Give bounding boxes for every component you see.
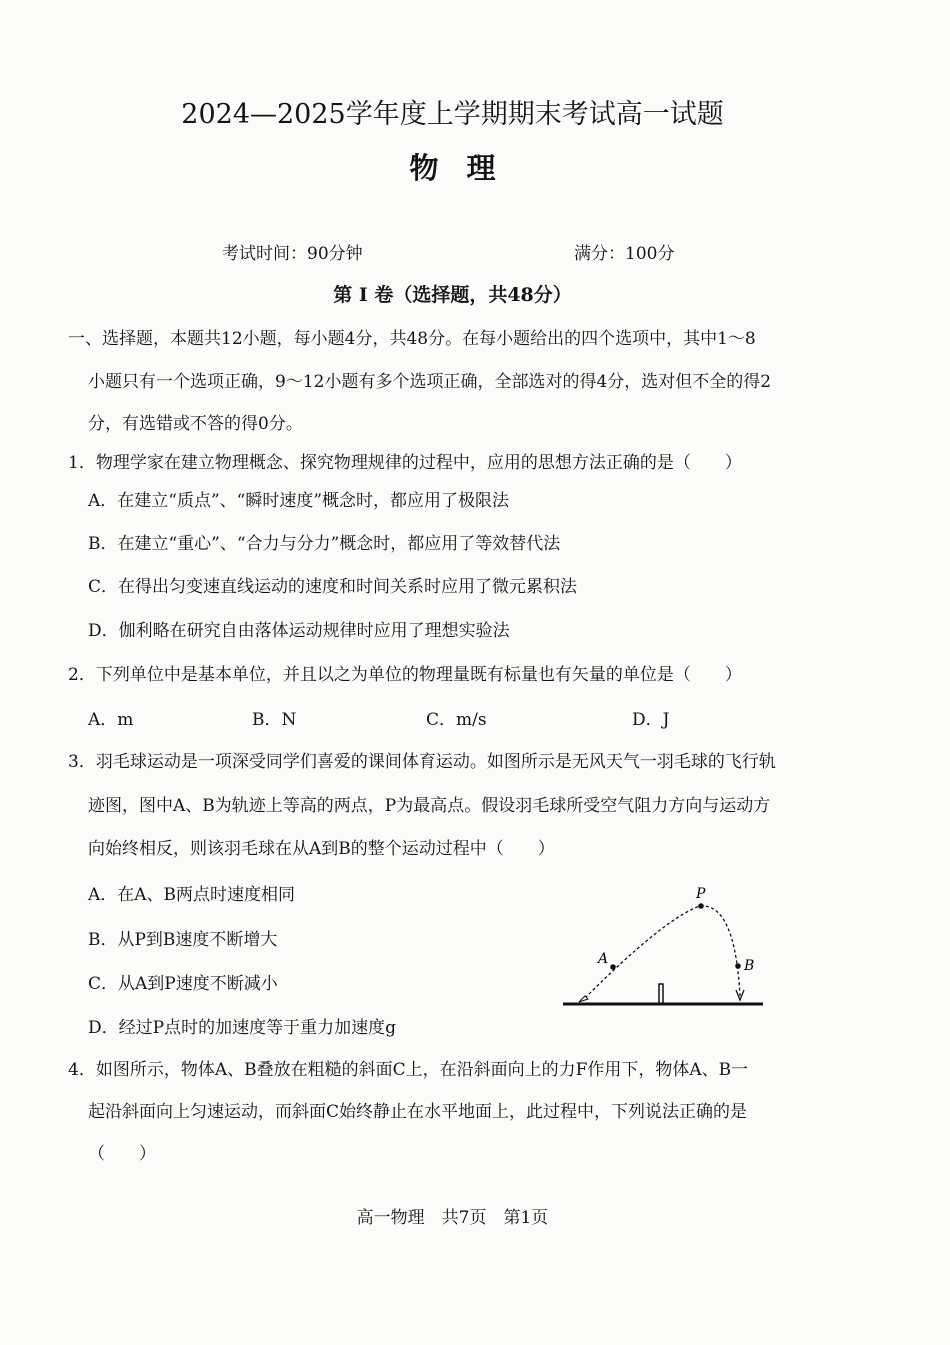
instruction-line-2: 小题只有一个选项正确，9～12小题有多个选项正确，全部选对的得4分，选对但不全的得2 (88, 372, 772, 392)
full-score: 满分：100分 (574, 244, 675, 264)
question-3-option-b: B．从P到B速度不断增大 (88, 930, 278, 950)
question-3-line-3: 向始终相反，则该羽毛球在从A到B的整个运动过程中（ ） (88, 839, 555, 859)
question-4-line-2: 起沿斜面向上匀速运动，而斜面C始终静止在水平地面上，此过程中，下列说法正确的是 (88, 1102, 748, 1122)
label-p: P (696, 886, 706, 902)
question-1-option-b: B．在建立“重心”、“合力与分力”概念时，都应用了等效替代法 (88, 534, 561, 554)
question-1-option-a: A．在建立“质点”、“瞬时速度”概念时，都应用了极限法 (88, 491, 510, 511)
net-post (659, 984, 663, 1004)
question-3-line-2: 迹图，图中A、B为轨迹上等高的两点，P为最高点。假设羽毛球所受空气阻力方向与运动方 (88, 796, 771, 816)
page-footer: 高一物理 共7页 第1页 (356, 1208, 549, 1228)
exam-time: 考试时间：90分钟 (222, 244, 363, 264)
question-4-line-3: （ ） (88, 1144, 156, 1164)
question-3-option-a: A．在A、B两点时速度相同 (88, 885, 296, 905)
label-b: B (744, 958, 755, 974)
point-a (610, 964, 616, 970)
question-3-option-c: C．从A到P速度不断减小 (88, 974, 278, 994)
question-2-option-c: C．m/s (426, 710, 487, 730)
section-heading: 第 Ⅰ 卷（选择题，共48分） (333, 284, 572, 306)
question-2-stem: 2．下列单位中是基本单位，并且以之为单位的物理量既有标量也有矢量的单位是（ ） (68, 665, 742, 685)
instruction-line-3: 分，有选错或不答的得0分。 (88, 414, 303, 434)
exam-title: 2024—2025学年度上学期期末考试高一试题 (181, 99, 724, 130)
point-p (698, 903, 704, 909)
subject-title: 物理 (409, 151, 524, 185)
label-a: A (598, 951, 609, 967)
question-1-option-c: C．在得出匀变速直线运动的速度和时间关系时应用了微元累积法 (88, 577, 578, 597)
question-4-line-1: 4．如图所示，物体A、B叠放在粗糙的斜面C上，在沿斜面向上的力F作用下，物体A、B一 (68, 1060, 749, 1080)
question-3-option-d: D．经过P点时的加速度等于重力加速度g (88, 1018, 396, 1038)
question-3-line-1: 3．羽毛球运动是一项深受同学们喜爱的课间体育运动。如图所示是无风天气一羽毛球的飞行轨 (68, 752, 776, 772)
question-1-stem: 1．物理学家在建立物理概念、探究物理规律的过程中，应用的思想方法正确的是（ ） (68, 453, 742, 473)
question-2-option-a: A．m (88, 710, 134, 730)
question-2-option-d: D．J (632, 710, 670, 730)
shuttlecock-trajectory-figure (555, 878, 775, 1018)
point-b (735, 963, 741, 969)
question-2-option-b: B．N (252, 710, 297, 730)
instruction-line-1: 一、选择题，本题共12小题，每小题4分，共48分。在每小题给出的四个选项中，其中1～8 (68, 329, 756, 349)
question-1-option-d: D．伽利略在研究自由落体运动规律时应用了理想实验法 (88, 621, 510, 641)
